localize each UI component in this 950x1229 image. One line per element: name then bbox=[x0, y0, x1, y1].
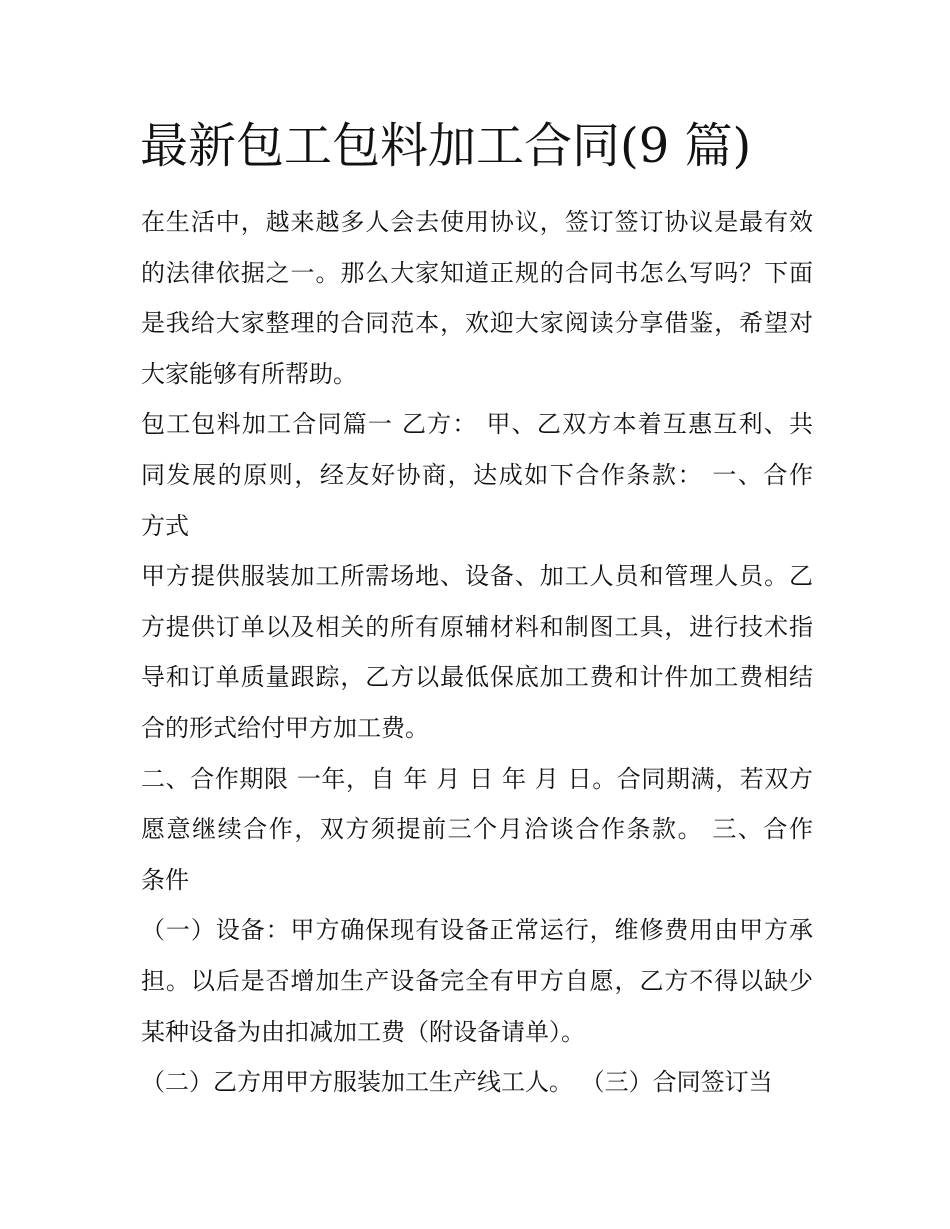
body-line: 大家能够有所帮助。 bbox=[141, 359, 357, 388]
body-line: 愿意继续合作，双方须提前三个月洽谈合作条款。 三、合作 bbox=[141, 815, 813, 844]
body-line: 方式 bbox=[141, 511, 189, 540]
body-line: 是我给大家整理的合同范本，欢迎大家阅读分享借鉴，希望对 bbox=[141, 309, 813, 338]
body-line: （二）乙方用甲方服装加工生产线工人。 （三）合同签订当 bbox=[141, 1068, 773, 1097]
body-line: 包工包料加工合同篇一 乙方： 甲、乙双方本着互惠互利、共 bbox=[141, 410, 813, 439]
body-line: 合的形式给付甲方加工费。 bbox=[141, 713, 429, 742]
body-line: 担。以后是否增加生产设备完全有甲方自愿，乙方不得以缺少 bbox=[141, 966, 813, 995]
document-title: 最新包工包料加工合同(9 篇) bbox=[140, 118, 752, 174]
document-body bbox=[141, 197, 813, 1108]
body-line: 二、合作期限 一年，自 年 月 日 年 月 日。合同期满，若双方 bbox=[141, 764, 813, 793]
body-line: 导和订单质量跟踪，乙方以最低保底加工费和计件加工费相结 bbox=[141, 663, 813, 692]
body-line: 在生活中，越来越多人会去使用协议，签订签订协议是最有效 bbox=[141, 208, 813, 236]
body-line: 同发展的原则，经友好协商，达成如下合作条款： 一、合作 bbox=[141, 460, 813, 489]
body-line: 方提供订单以及相关的所有原辅材料和制图工具，进行技术指 bbox=[141, 612, 813, 641]
body-line: （一）设备：甲方确保现有设备正常运行，维修费用由甲方承 bbox=[141, 916, 813, 945]
body-line: 条件 bbox=[141, 865, 189, 894]
body-line: 的法律依据之一。那么大家知道正规的合同书怎么写吗？下面 bbox=[141, 258, 813, 287]
body-line: 某种设备为由扣减加工费（附设备请单）。 bbox=[141, 1017, 585, 1046]
body-line: 甲方提供服装加工所需场地、设备、加工人员和管理人员。乙 bbox=[141, 562, 813, 591]
